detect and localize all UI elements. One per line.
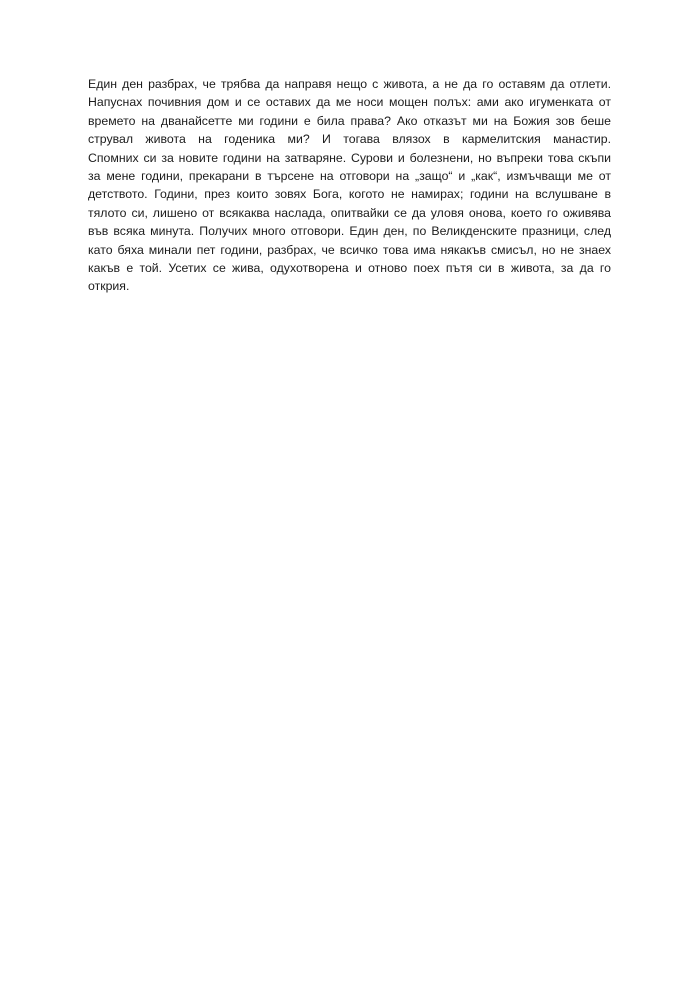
paragraph-line: тялото си, лишено от всякаква наслада, опитвайки се да уловя онова, което го оживява: [88, 205, 611, 220]
body-paragraph: [88, 75, 611, 296]
paragraph-line: струвал живота на годеника ми? И тогава влязох в кармелитския манастир.: [88, 132, 611, 147]
paragraph-line: във всяка минута. Получих много отговори. Един ден, по Великденските празници, след: [88, 224, 611, 239]
paragraph-line: Един ден разбрах, че трябва да направя нещо с живота, а не да го оставям да отлети.: [88, 77, 611, 91]
paragraph-line: като бяха минали пет години, разбрах, че всичко това има някакъв смисъл, но не знаех: [88, 242, 611, 257]
paragraph-line: времето на дванайсетте ми години е била права? Ако отказът ми на Божия зов беше: [88, 113, 611, 128]
paragraph-line: Спомних си за новите години на затваряне. Сурови и болезнени, но въпреки това скъпи: [88, 150, 611, 165]
paragraph-line: какъв е той. Усетих се жива, одухотворена и отново поех пътя си в живота, за да го: [88, 260, 611, 275]
paragraph-line: детството. Години, през които зовях Бога, когото не намирах; години на вслушване в: [88, 187, 611, 202]
paragraph-line: за мене години, прекарани в търсене на отговори на „защо“ и „как“, измъчващи ме от: [88, 168, 611, 183]
paragraph-line-last: открия.: [88, 279, 130, 294]
paragraph-line: Напуснах почивния дом и се оставих да ме носи мощен полъх: ами ако игуменката от: [88, 95, 611, 110]
